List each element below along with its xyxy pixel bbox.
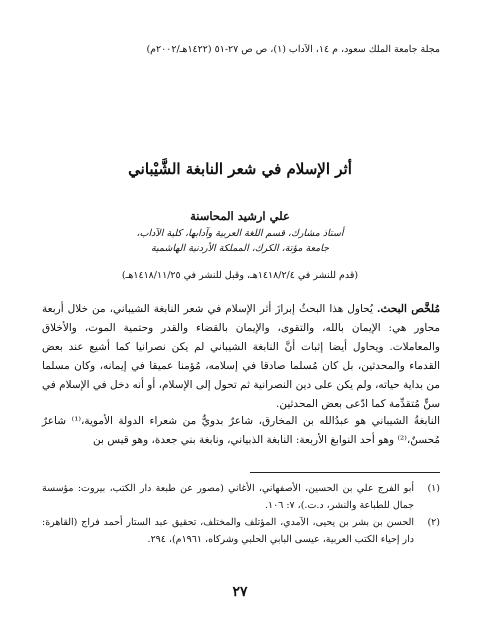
submission-dates: (قدم للنشر في ١٤١٨/٢/٤هـ، وقبل للنشر في ١٤١٨/١١/٢٥هـ) [121, 270, 359, 281]
footnote-divider [250, 472, 440, 473]
journal-header: مجلة جامعة الملك سعود، م ١٤، الآداب (١)، ص ص ٢٧-٥١ (١٤٢٢هـ/٢٠٠٢م) [146, 44, 440, 55]
affiliation-line-2: جامعة مؤتة، الكرك، المملكة الأردنية الهاشمية [150, 243, 330, 254]
footnote [42, 480, 440, 514]
footnote-number: (٢) [427, 517, 440, 528]
abstract-label: مُلخَّص البحث. [376, 303, 440, 315]
footnote-number: (١) [427, 483, 440, 494]
page-number: ٢٧ [232, 584, 248, 600]
abstract-text: يُحاول هذا البحثُ إبرازَ أثر الإسلام في شعر النابغة الشيباني، من خلال أربعة محاور هي: الإيمان بالله، والتقوى، والإيمان بالقضاء والقدر وحتمية الموت، والأخلاق والمعاملات. ويحاول أيضا إثبات أنَّ النابغة الشيباني لم يكن نصرانيا كما أشيع عند بعض القدماء والمحدثين، بل كان مُسلما صادقا في إسلامه، مُؤمنا عميقا في إيمانه، وكان مسلما من بداية حياته، ولم يكن على دين النصرانية ثم تحول إلى الإسلام، أو أنه دخل في الإسلام في سنٍّ مُتقدِّمة كما ادّعى بعض المحدثين. [42, 303, 440, 410]
affiliation-line-1: أستاذ مشارك، قسم اللغة العربية وآدابها، كلية الآداب، [136, 228, 344, 239]
footnote [42, 514, 440, 548]
author-name: علي ارشيد المحاسنة [190, 209, 290, 223]
abstract [42, 300, 440, 414]
author-affiliation [0, 226, 480, 256]
body-paragraph: النابغةُ الشيباني هو عبدُالله بن المخارق، شاعرٌ بدويٌّ من شعراء الدولة الأموية،⁽¹⁾ شاعرٌ مُحسنٌ،⁽²⁾ وهو أحد النوابغ الأربعة: النابغة الذبياني، ونابغة بني جعدة، وهو قيس بن [42, 415, 440, 446]
article-title: أثر الإسلام في شعر النابغة الشَّيْباني [128, 160, 352, 178]
footnote-text: أبو الفرج علي بن الحسين، الأصفهاني، الأغاني (مصور عن طبعة دار الكتب، بيروت: مؤسسة جمال للطباعة والنشر، د.ت.)، ٧: ١٠٦. [42, 483, 414, 511]
footnote-text: الحسن بن بشر بن يحيى، الآمدي، المؤتلف والمختلف، تحقيق عبد الستار أحمد فراج (القاهرة: دار إحياء الكتب العربية، عيسى البابي الحلبي وشركاه، ١٩٦١م)، ٢٩٤. [42, 517, 414, 545]
footnotes [42, 480, 440, 548]
